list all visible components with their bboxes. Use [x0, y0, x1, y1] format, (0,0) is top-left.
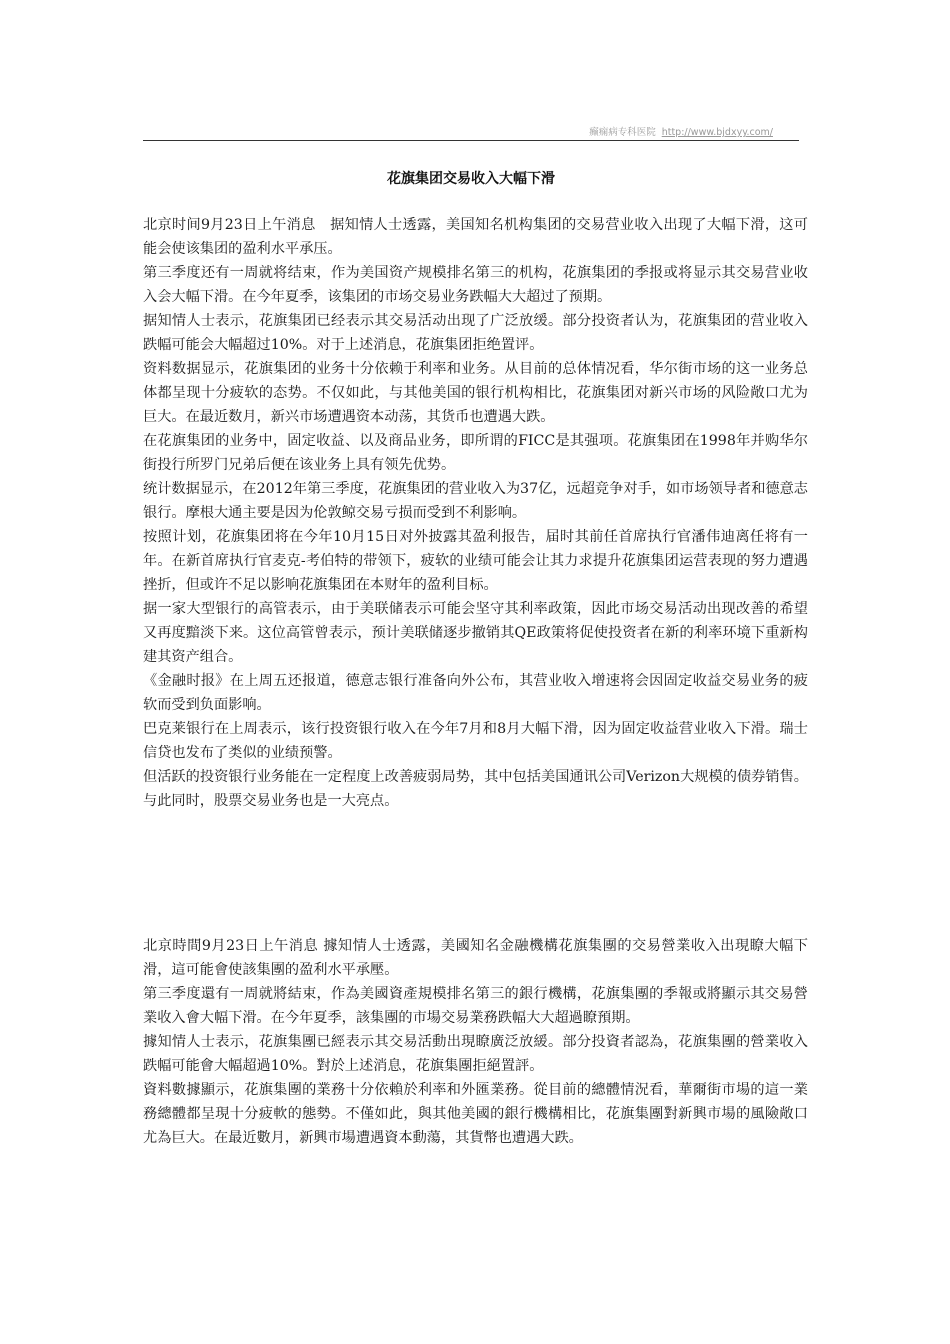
traditional-article-body	[143, 934, 808, 1150]
paragraph: 第三季度還有一周就將結束，作為美國資產規模排名第三的銀行機構，花旗集團的季報或將顯示其交易營業收入會大幅下滑。在今年夏季，該集團的市場交易業務跌幅大大超過瞭預期。	[143, 986, 808, 1026]
paragraph: 據知情人士表示，花旗集團已經表示其交易活動出現瞭廣泛放緩。部分投資者認為，花旗集團的營業收入跌幅可能會大幅超過10%。對於上述消息，花旗集團拒絕置評。	[143, 1034, 808, 1074]
paragraph: 据一家大型银行的高管表示，由于美联储表示可能会坚守其利率政策，因此市场交易活动出现改善的希望又再度黯淡下来。这位高管曾表示，预计美联储逐步撤销其QE政策将促使投资者在新的利率环境下重新构建其资产组合。	[143, 601, 808, 665]
paragraph: 北京时间9月23日上午消息 据知情人士透露，美国知名机构集团的交易营业收入出现了大幅下滑，这可能会使该集团的盈利水平承压。	[143, 217, 808, 257]
paragraph: 但活跃的投资银行业务能在一定程度上改善疲弱局势，其中包括美国通讯公司Verizon大规模的债券销售。与此同时，股票交易业务也是一大亮点。	[143, 769, 808, 809]
paragraph: 统计数据显示，在2012年第三季度，花旗集团的营业收入为37亿，远超竞争对手，如市场领导者和德意志银行。摩根大通主要是因为伦敦鲸交易亏损而受到不利影响。	[143, 481, 808, 521]
header-text	[589, 124, 773, 138]
paragraph: 在花旗集团的业务中，固定收益、以及商品业务，即所谓的FICC是其强项。花旗集团在1998年并购华尔街投行所罗门兄弟后便在该业务上具有领先优势。	[143, 433, 808, 473]
header-site-name: 癫痫病专科医院	[589, 127, 656, 138]
paragraph: 第三季度还有一周就将结束，作为美国资产规模排名第三的机构，花旗集团的季报或将显示其交易营业收入会大幅下滑。在今年夏季，该集团的市场交易业务跌幅大大超过了预期。	[143, 265, 808, 305]
paragraph: 资料数据显示，花旗集团的业务十分依赖于利率和业务。从目前的总体情况看，华尔街市场的这一业务总体都呈现十分疲软的态势。不仅如此，与其他美国的银行机构相比，花旗集团对新兴市场的风险敞口尤为巨大。在最近数月，新兴市场遭遇资本动荡，其货币也遭遇大跌。	[143, 361, 808, 425]
page-header	[143, 118, 799, 141]
simplified-article-body	[143, 213, 808, 813]
paragraph: 按照计划，花旗集团将在今年10月15日对外披露其盈利报告，届时其前任首席执行官潘伟迪离任将有一年。在新首席执行官麦克-考伯特的带领下，疲软的业绩可能会让其力求提升花旗集团运营表现的努力遭遇挫折，但或许不足以影响花旗集团在本财年的盈利目标。	[143, 529, 808, 593]
paragraph: 資料數據顯示，花旗集團的業務十分依賴於利率和外匯業務。從目前的總體情況看，華爾街市場的這一業務總體都呈現十分疲軟的態勢。不僅如此，與其他美國的銀行機構相比，花旗集團對新興市場的風險敞口尤為巨大。在最近數月，新興市場遭遇資本動蕩，其貨幣也遭遇大跌。	[143, 1082, 808, 1146]
paragraph: 北京時間9月23日上午消息 據知情人士透露，美國知名金融機構花旗集團的交易營業收入出現瞭大幅下滑，這可能會使該集團的盈利水平承壓。	[143, 938, 808, 978]
document-title: 花旗集团交易收入大幅下滑	[387, 171, 555, 187]
paragraph: 巴克莱银行在上周表示，该行投资银行收入在今年7月和8月大幅下滑，因为固定收益营业收入下滑。瑞士信贷也发布了类似的业绩预警。	[143, 721, 808, 761]
paragraph: 据知情人士表示，花旗集团已经表示其交易活动出现了广泛放缓。部分投资者认为，花旗集团的营业收入跌幅可能会大幅超过10%。对于上述消息，花旗集团拒绝置评。	[143, 313, 808, 353]
paragraph: 《金融时报》在上周五还报道，德意志银行准备向外公布，其营业收入增速将会因固定收益交易业务的疲软而受到负面影响。	[143, 673, 808, 713]
header-url-link[interactable]: http://www.bjdxyy.com/	[661, 127, 773, 138]
